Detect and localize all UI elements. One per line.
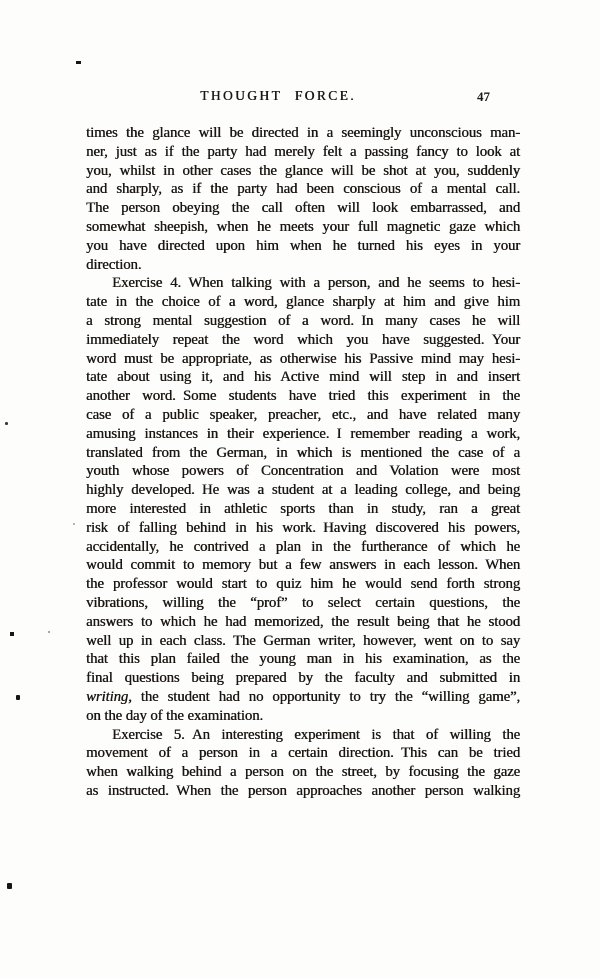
text-line: The person obeying the call often will look embarrassed, and — [86, 200, 520, 217]
ink-speck — [76, 61, 81, 64]
text-line: amusing instances in their experience. I remember reading a work, — [86, 425, 520, 442]
running-head — [86, 88, 520, 108]
text-block — [86, 124, 520, 801]
text-line: answers to which he had memorized, the result being that he stood — [86, 613, 520, 630]
paragraph — [86, 274, 520, 725]
ink-speck — [10, 632, 14, 636]
text-line: as instructed. When the person approaches another person walking — [86, 782, 520, 799]
text-line: that this plan failed the young man in his examination, as the — [86, 651, 520, 668]
text-line: youth whose powers of Concentration and Volation were most — [86, 463, 520, 480]
ink-speck — [16, 695, 20, 700]
text-line: would commit to memory but a few answers in each lesson. When — [86, 557, 520, 574]
text-line: Exercise 4. When talking with a person, and he seems to hesi- — [112, 275, 520, 292]
page-title: THOUGHT FORCE. — [200, 88, 356, 103]
text-line: highly developed. He was a student at a leading college, and being — [86, 482, 520, 499]
text-line: case of a public speaker, preacher, etc., and have related many — [86, 406, 520, 423]
text-line: immediately repeat the word which you have suggested. Your — [86, 331, 520, 348]
text-line: well up in each class. The German writer, however, went on to say — [86, 632, 520, 649]
text-line: accidentally, he contrived a plan in the furtherance of which he — [86, 538, 520, 555]
text-line: word must be appropriate, as otherwise his Passive mind may hesi- — [86, 350, 520, 367]
text-line: tate in the choice of a word, glance sharply at him and give him — [86, 294, 520, 311]
text-line: final questions being prepared by the faculty and submitted in — [86, 670, 520, 687]
text-line: risk of falling behind in his work. Having discovered his powers, — [86, 519, 520, 536]
text-line: you, whilst in other cases the glance will be shot at you, suddenly — [86, 162, 520, 179]
text-line: times the glance will be directed in a seemingly unconscious man- — [86, 125, 520, 141]
text-line: you have directed upon him when he turned his eyes in your — [86, 237, 520, 254]
text-line: a strong mental suggestion of a word. In many cases he will — [86, 312, 520, 329]
text-line: ner, just as if the party had merely felt a passing fancy to look at — [86, 143, 520, 160]
text-line: translated from the German, in which is mentioned the case of a — [86, 444, 520, 461]
page-number: 47 — [477, 88, 490, 104]
text-line: movement of a person in a certain direction. This can be tried — [86, 745, 520, 762]
text-line: when walking behind a person on the street, by focusing the gaze — [86, 764, 520, 781]
paragraph — [86, 124, 520, 274]
text-line: Exercise 5. An interesting experiment is that of willing the — [112, 726, 520, 743]
text-line: another word. Some students have tried this experiment in the — [86, 388, 520, 405]
text-line: vibrations, willing the “prof” to select certain questions, the — [86, 594, 520, 611]
text-line: direction. — [86, 256, 142, 273]
text-line: on the day of the examination. — [86, 707, 263, 724]
ink-speck — [5, 422, 8, 425]
text-line: the professor would start to quiz him he would send forth strong — [86, 576, 520, 593]
text-line: tate about using it, and his Active mind will step in and insert — [86, 369, 520, 386]
ink-speck — [7, 883, 12, 889]
text-line: and sharply, as if the party had been conscious of a mental call. — [86, 181, 520, 198]
text-line: more interested in athletic sports than in study, ran a great — [86, 500, 520, 517]
ink-speck — [73, 523, 75, 525]
text-line: somewhat sheepish, when he meets your full magnetic gaze which — [86, 218, 520, 235]
paragraph — [86, 726, 520, 801]
ink-speck — [48, 631, 50, 633]
text-line: writing, the student had no opportunity to try the “willing game”, — [86, 688, 520, 705]
